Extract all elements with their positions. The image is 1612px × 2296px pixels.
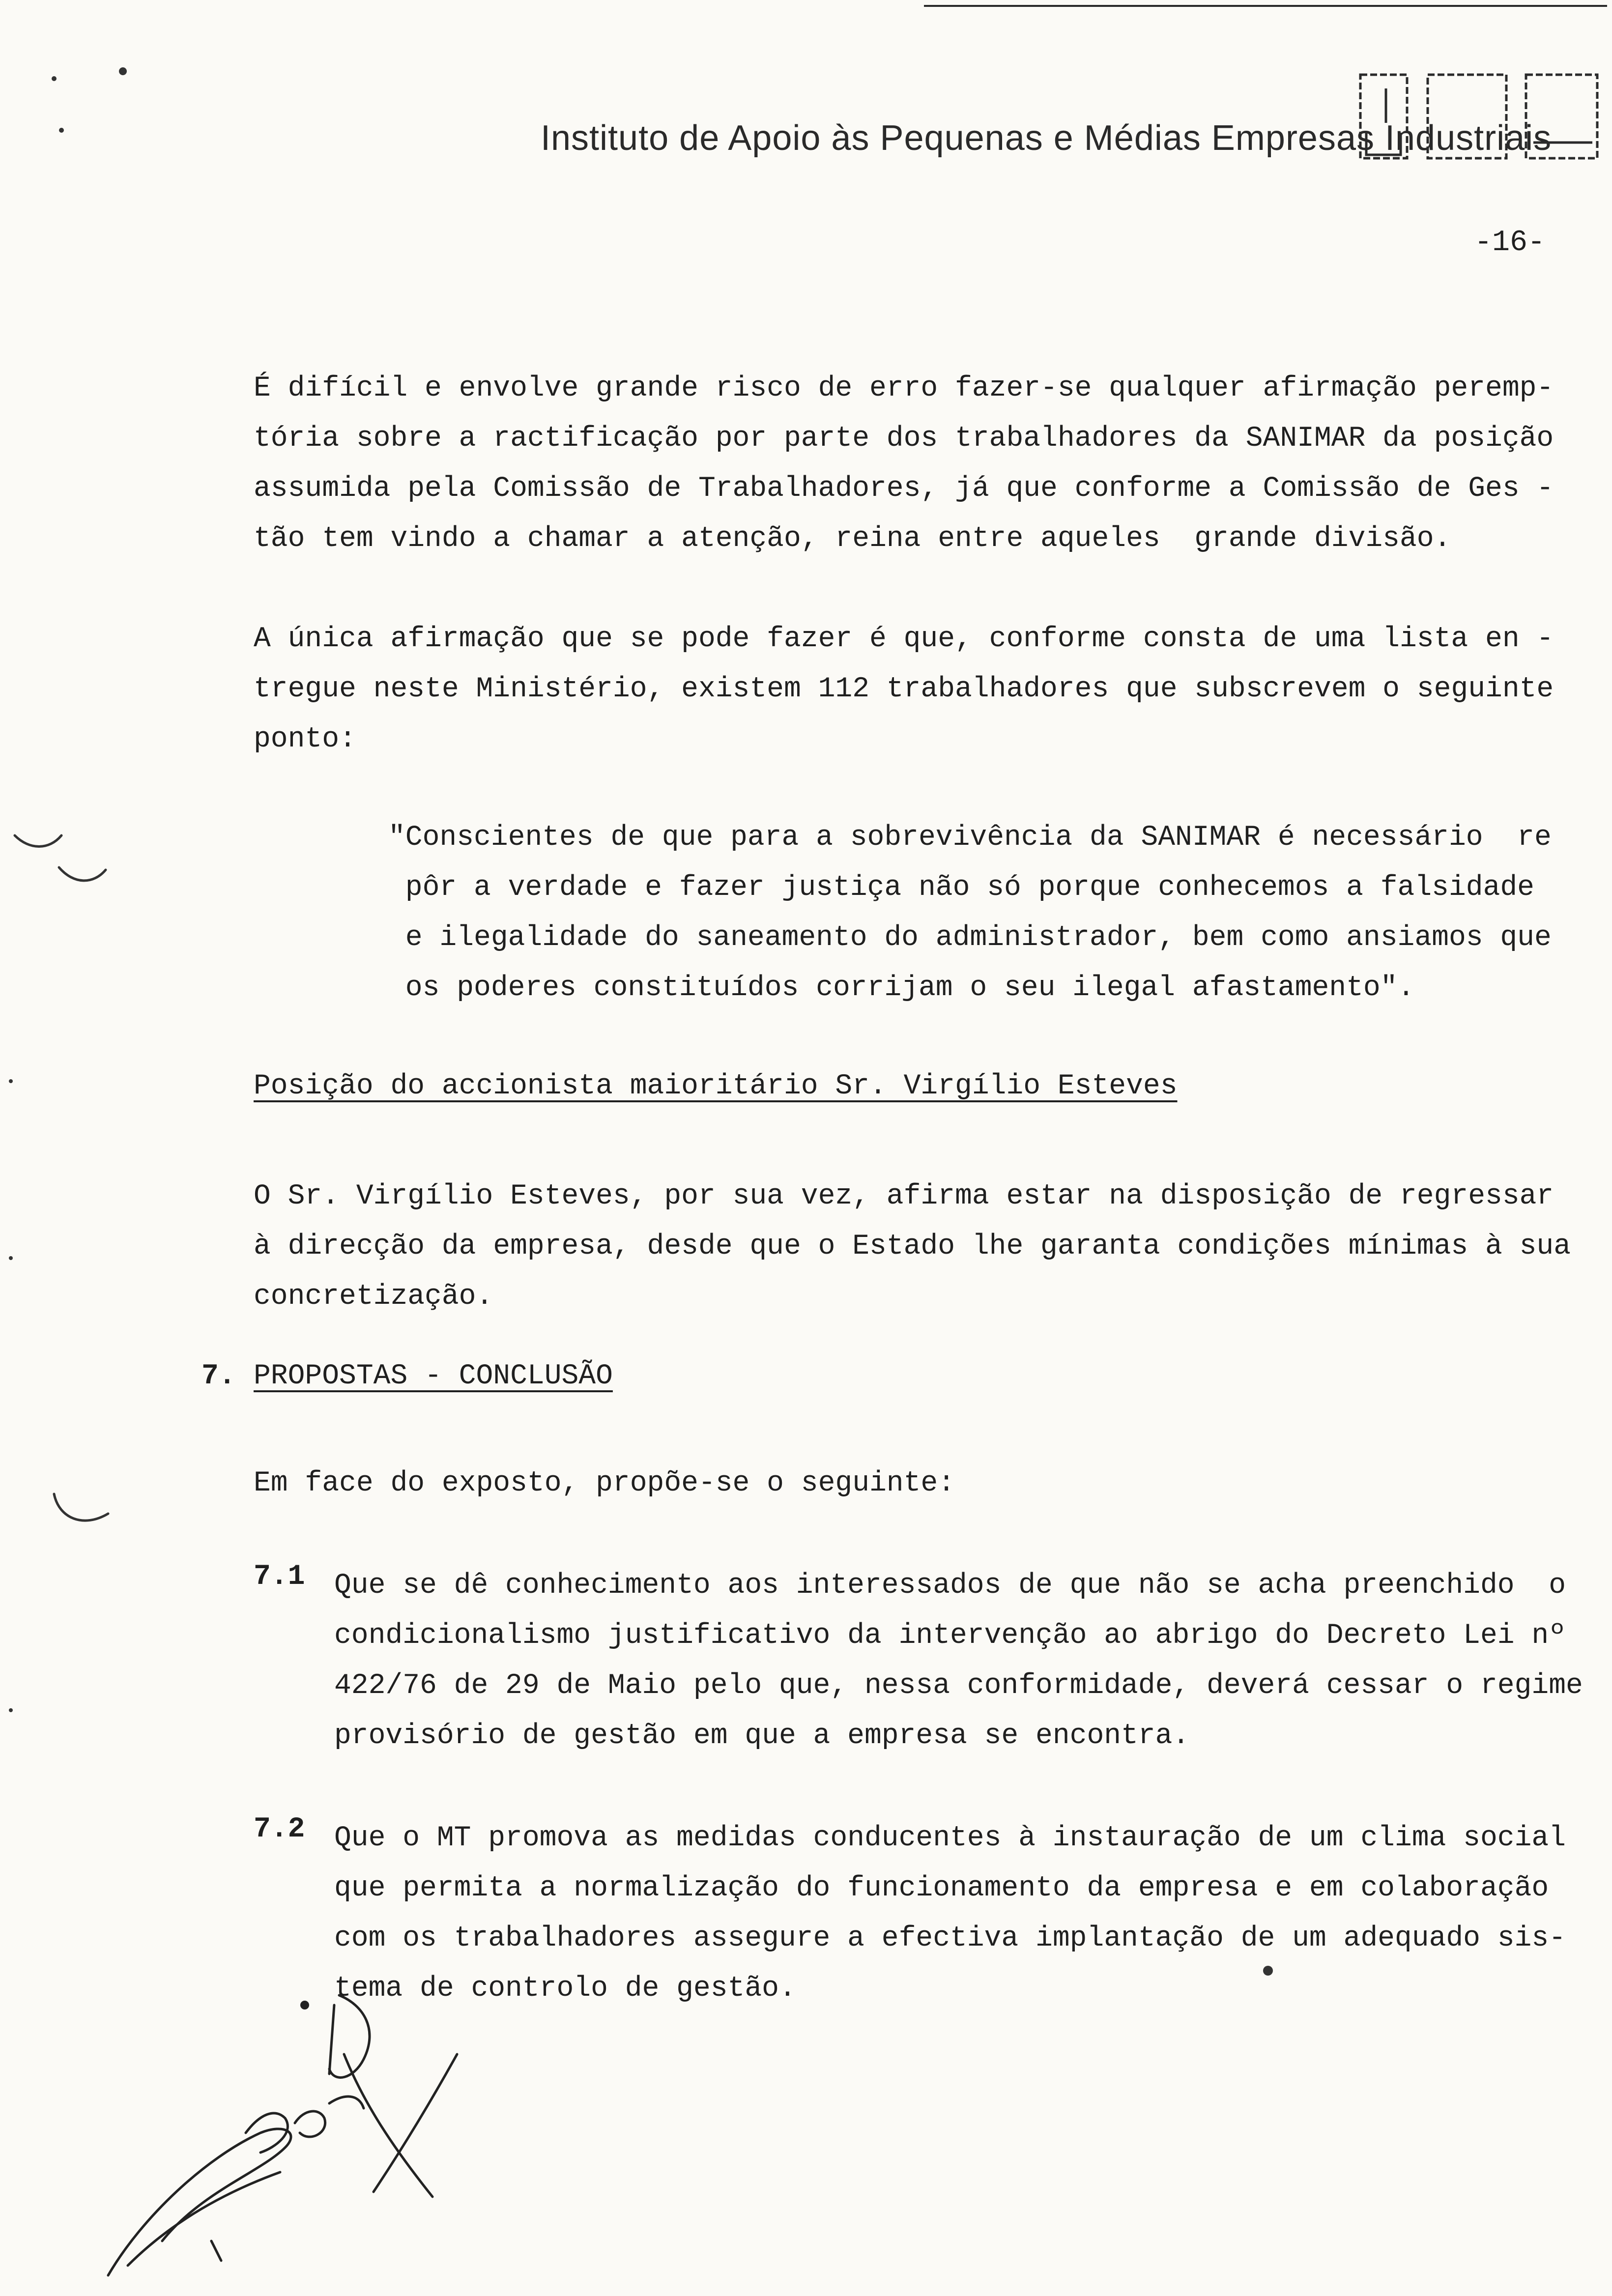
handwritten-signature — [98, 1985, 482, 2280]
top-rule — [924, 5, 1607, 7]
workers-statement-quote: "Conscientes de que para a sobrevivência da SANIMAR é necessário re pôr a verdade e fazer justiça não só porque conhecemos a falsidade e ilegalidade do saneamento do administrador, bem como ansiamos que os poderes constituídos corrijam o seu ilegal afastamento". — [388, 822, 1552, 1004]
proposal-text: Que se dê conhecimento aos interessados de que não se acha preenchido o condicionalismo justificativo da intervenção ao abrigo do Decreto Lei nº 422/76 de 29 de Maio pelo que, nessa conformidade, deverá cessar o regime provisório de gestão em que a empresa se encontra. — [334, 1570, 1583, 1752]
page-number: -16- — [1474, 226, 1546, 259]
proposal-number: 7.1 — [254, 1561, 305, 1593]
section-number: 7. — [202, 1360, 236, 1392]
section-title: PROPOSTAS - CONCLUSÃO — [254, 1360, 613, 1392]
section-intro: Em face do exposto, propõe-se o seguinte: — [254, 1467, 955, 1499]
paragraph-workers-list: A única afirmação que se pode fazer é que, conforme consta de uma lista en - tregue neste Ministério, existem 112 trabalhadores que subscrevem o seguinte ponto: — [254, 623, 1554, 755]
paragraph-shareholder-position: O Sr. Virgílio Esteves, por sua vez, afirma estar na disposição de regressar à direcção da empresa, desde que o Estado lhe garanta condições mínimas à sua concretização. — [254, 1180, 1571, 1313]
institution-header: Instituto de Apoio às Pequenas e Médias Empresas Industriais — [541, 118, 1552, 158]
proposal-text: Que o MT promova as medidas conducentes à instauração de um clima social que permita a normalização do funcionamento da empresa e em colaboração com os trabalhadores assegure a efectiva implantação de um adequado sis- tema de controlo de gestão. — [334, 1822, 1566, 2005]
institution-logo — [1356, 69, 1602, 167]
proposal-number: 7.2 — [254, 1813, 305, 1845]
paragraph-sanimar-workers: É difícil e envolve grande risco de erro fazer-se qualquer afirmação peremp- tória sobre a ractificação por parte dos trabalhadores da SANIMAR da posição assumida pela Comissão de Trabalhadores, já que conforme a Comissão de Ges - tão tem vindo a chamar a atenção, reina entre aqueles grande divisão. — [254, 373, 1554, 555]
shareholder-position-heading: Posição do accionista maioritário Sr. Virgílio Esteves — [254, 1070, 1178, 1102]
